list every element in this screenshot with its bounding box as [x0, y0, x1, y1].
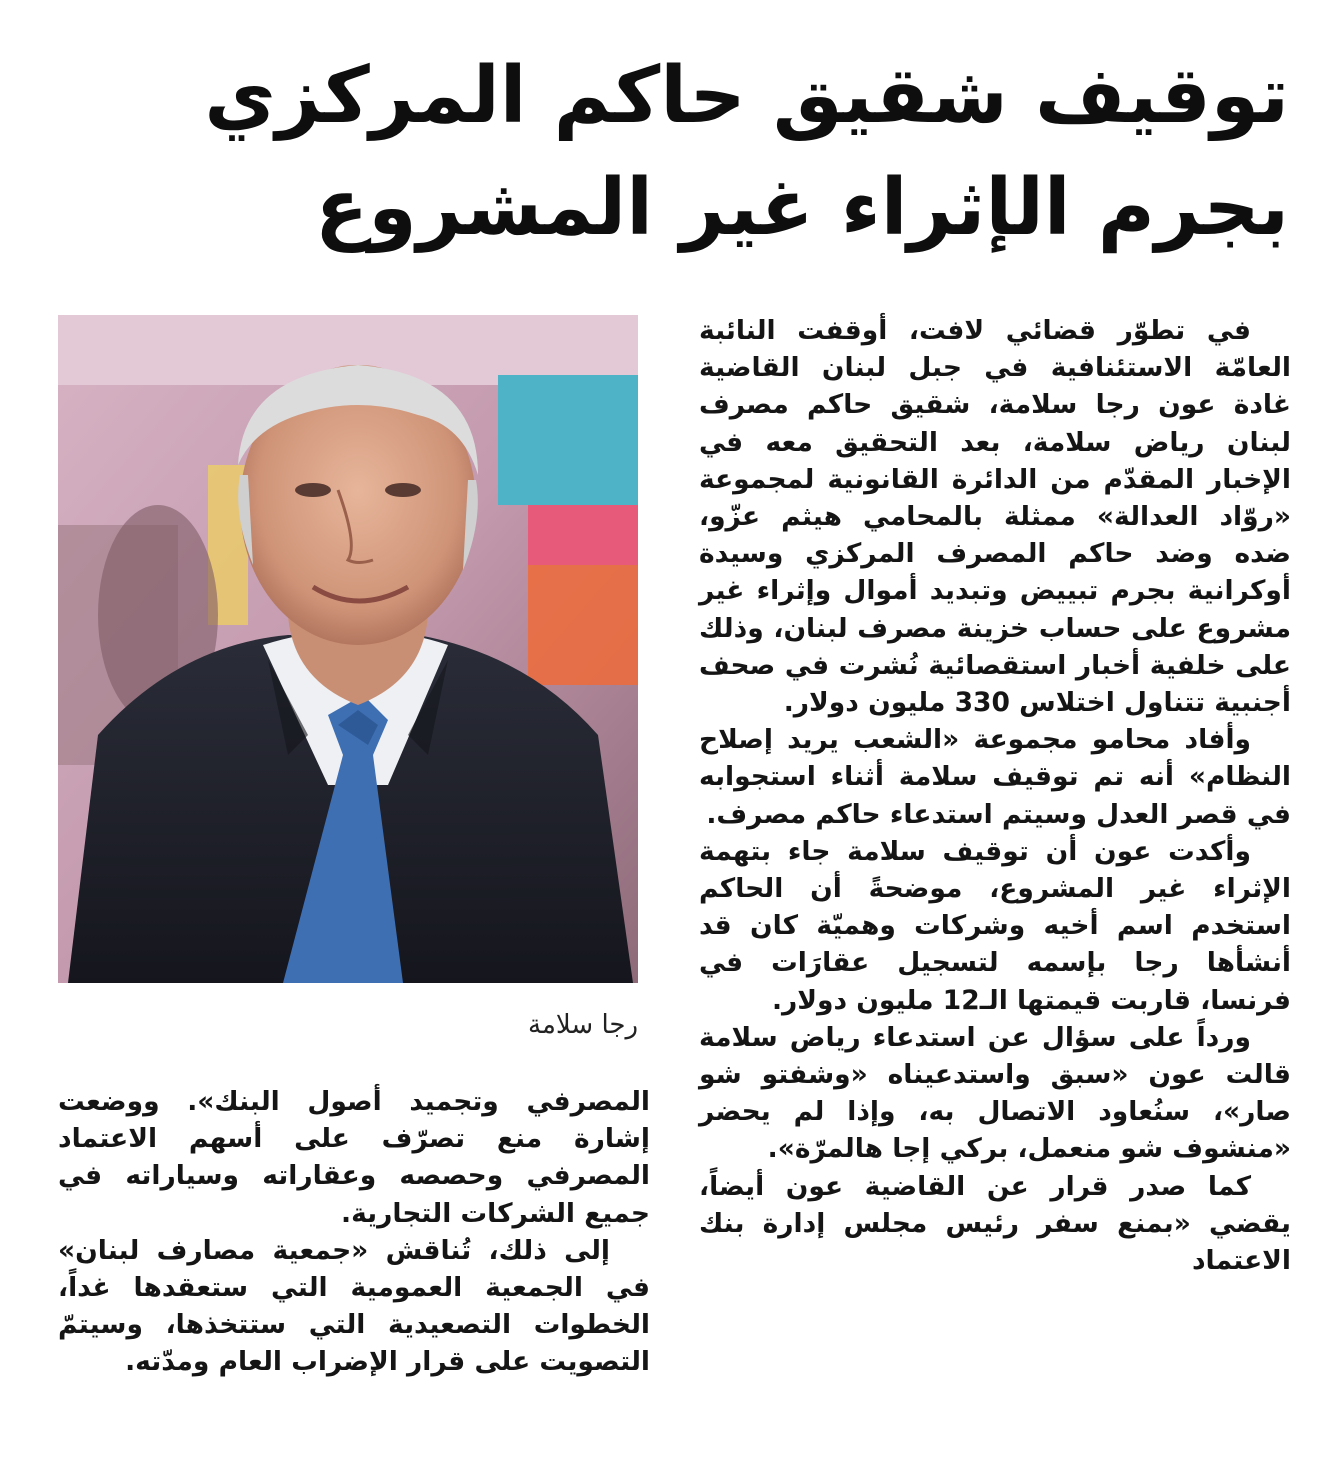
headline-line-2: بجرم الإثراء غير المشروع: [314, 163, 1289, 253]
paragraph: وأكدت عون أن توقيف سلامة جاء بتهمة الإثراء غير المشروع، موضحةً أن الحاكم استخدم اسم أخيه وشركات وهميّة كان قد أنشأها رجا بإسمه لتسجيل عقارَات في فرنسا، قاربت قيمتها الـ12 مليون دولار.: [699, 835, 1291, 1016]
paragraph: ورداً على سؤال عن استدعاء رياض سلامة قالت عون «سبق واستدعيناه «وشفتو شو صار»، سنُعاود الاتصال به، وإذا لم يحضر «منشوف شو منعمل، بركي إجا هالمرّة».: [699, 1021, 1291, 1165]
paragraph: كما صدر قرار عن القاضية عون أيضاً، يقضي «بمنع سفر رئيس مجلس إدارة بنك الاعتماد: [699, 1170, 1291, 1277]
photo-caption: رجا سلامة: [528, 1010, 638, 1040]
paragraph: إلى ذلك، تُناقش «جمعية مصارف لبنان» في الجمعية العمومية التي ستعقدها غداً، الخطوات التصعيدية التي ستتخذها، وسيتمّ التصويت على قرار الإضراب العام ومدّته.: [58, 1234, 650, 1378]
headline: [200, 40, 1289, 264]
paragraph: في تطوّر قضائي لافت، أوقفت النائبة العامّة الاستئنافية في جبل لبنان القاضية غادة عون رجا سلامة، شقيق حاكم مصرف لبنان رياض سلامة، بعد التحقيق معه في الإخبار المقدّم من الدائرة القانونية لمجموعة «روّاد العدالة» ممثلة بالمحامي هيثم عزّو، ضده وضد حاكم المصرف المركزي وسيدة أوكرانية بجرم تبييض وتبديد أموال وإثراء غير مشروع على حساب خزينة مصرف لبنان، وذلك على خلفية أخبار استقصائية نُشرت في صحف أجنبية تتناول اختلاس 330 مليون دولار.: [699, 315, 1291, 719]
portrait-photo: [58, 315, 638, 983]
paragraph: المصرفي وتجميد أصول البنك». ووضعت إشارة منع تصرّف على أسهم الاعتماد المصرفي وحصصه وعقاراته وسياراته في جميع الشركات التجارية.: [58, 1086, 650, 1229]
paragraph: وأفاد محامو مجموعة «الشعب يريد إصلاح النظام» أنه تم توقيف سلامة أثناء استجوابه في قصر العدل وسيتم استدعاء حاكم مصرف.: [699, 724, 1291, 830]
headline-line-1: توقيف شقيق حاكم المركزي: [204, 51, 1289, 141]
article-right-column: [699, 312, 1291, 1279]
article-left-column: [58, 1083, 650, 1381]
